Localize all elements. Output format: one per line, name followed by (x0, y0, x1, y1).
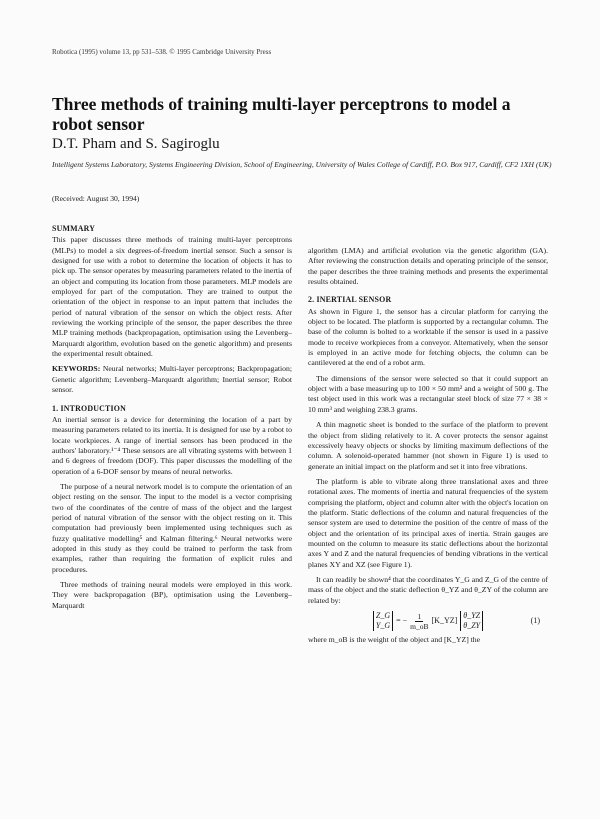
sensor-paragraph: It can readily be shown⁴ that the coordinates Y_G and Z_G of the centre of mass of the object and the static deflection θ_YZ and θ_ZY of the column are related by: (308, 574, 548, 605)
eq-lhs-top: Z_G (375, 611, 391, 620)
paper-authors: D.T. Pham and S. Sagiroglu (52, 136, 220, 152)
eq-rhs-top: θ_YZ (463, 611, 481, 620)
eq-lhs-bottom: Y_G (375, 621, 391, 630)
keywords-label: KEYWORDS: (52, 364, 101, 374)
eq-frac-den: m_oB (410, 621, 429, 631)
inertial-sensor-heading: 2. INERTIAL SENSOR (308, 295, 392, 305)
introduction-heading: 1. INTRODUCTION (52, 403, 127, 413)
equation-number: (1) (530, 615, 540, 625)
eq-equals: = − (396, 615, 408, 625)
eq-stiffness-matrix: [K_YZ] (431, 615, 458, 625)
received-date: (Received: August 30, 1994) (52, 194, 140, 203)
intro-paragraph: The purpose of a neural network model is to compute the orientation of an object resting on the sensor. The input to the model is a vector comprising two of the coordinates of the centre of mass of the object and the largest period of natural vibration of the sensor with the object resting on it. This computation had previously been implemented using techniques such as fuzzy qualitative modelling⁵ and Kalman filtering.⁶ Neural networks were adopted in this study as they could be trained to perform the task from examples, rather than requiring the formation of explicit rules and procedures. (52, 481, 292, 574)
intro-paragraph: Three methods of training neural models were employed in this work. They were backpropagation (BP), optimisation using the Levenberg–Marquardt (52, 580, 292, 610)
sensor-paragraph: The dimensions of the sensor were selected so that it could support an object with a base measuring up to 100 × 50 mm² and a weight of 500 g. The test object used in this work was a rectangular steel block of size 77 × 38 × 10 mm³ and weighing 238.3 grams. (308, 373, 548, 414)
equation-rhs-vector (460, 611, 483, 631)
summary-text: This paper discusses three methods of training multi-layer perceptrons (MLPs) to model a six degrees-of-freedom inertial sensor. Such a sensor is designed for use with a robot to determine the location of objects it has to pick up. The sensor operates by measuring parameters related to the inertia of an object and computing its location from those parameters. MLP models are employed for part of the computation. They are trained to output the orientation of the object in response to an input pattern that includes the period of natural vibration of the sensor on which the object rests. After reviewing the working principle of the sensor, the paper describes the three MLP training methods (backpropagation, optimisation using the Levenberg–Marquardt algorithm, evolution based on the genetic algorithm) and presents the experimental result obtained. (52, 235, 292, 359)
sensor-paragraph: As shown in Figure 1, the sensor has a circular platform for carrying the object to be located. The platform is supported by a rectangular column. The base of the column is bolted to a worktable if the sensor is used in a passive mode to receive workpieces from a conveyor. Alternatively, when the sensor is employed in an active mode for fetching objects, the column can be cantilevered at the end of a robot arm. (308, 306, 548, 368)
intro-paragraph: An inertial sensor is a device for determining the location of a part by measuring parameters related to its inertia. It is designed for use by a robot to locate workpieces. A range of inertial sensors has been produced in the authors' laboratory.¹⁻⁴ These sensors are all vibrating systems with between 1 and 6 degrees of freedom (DOF). This paper discusses the modelling of the operation of a 6-DOF sensor by means of neural networks. (52, 414, 292, 476)
paper-title: Three methods of training multi-layer perceptrons to model a robot sensor (52, 94, 511, 134)
eq-fraction (410, 612, 428, 631)
left-column (52, 224, 292, 616)
equation-lhs-vector (373, 611, 393, 631)
journal-citation: Robotica (1995) volume 13, pp 531–538. © 1995 Cambridge University Press (52, 48, 272, 56)
keywords (52, 364, 292, 395)
sensor-paragraph: A thin magnetic sheet is bonded to the surface of the platform to prevent the object from sliding relatively to it. A cover protects the sensor against excessively heavy objects or shocks by limiting maximum deflections of the column. A solenoid-operated hammer (not shown in Figure 1) is used to generate an initial impact on the platform and set it into free vibrations. (308, 420, 548, 471)
eq-rhs-bottom: θ_ZY (463, 621, 481, 630)
eq-frac-num: 1 (417, 611, 422, 621)
equation-1 (308, 611, 548, 631)
after-equation-text: where m_oB is the weight of the object and [K_YZ] the (308, 635, 481, 644)
right-column (308, 246, 548, 650)
continuation-paragraph: algorithm (LMA) and artificial evolution via the genetic algorithm (GA). After reviewing the construction details and operating principle of the sensor, the paper describes the three training methods and presents the experimental results obtained. (308, 246, 548, 287)
sensor-paragraph: The platform is able to vibrate along three translational axes and three rotational axes. The moments of inertia and natural frequencies of the system comprising the platform, object and column alter with the object's location on the platform. Static deflections of the column and natural frequencies of the sensor system are used to determine the position of the centre of mass of the object and the orientation of its principal axes of inertia. Strain gauges are mounted on the column to measure its static deflections about the horizontal axes Y and Z and the natural frequencies of bending vibrations in the vertical planes XY and XZ (see Figure 1). (308, 476, 548, 569)
summary-heading: SUMMARY (52, 224, 96, 233)
author-affiliation: Intelligent Systems Laboratory, Systems Engineering Division, School of Engineering, University of Wales College of Cardiff, P.O. Box 917, Cardiff, CF2 1XH (UK) (52, 160, 552, 169)
keywords-text: Neural networks; Multi-layer perceptrons; Backpropagation; Genetic algorithm; Levenberg–Marquardt algorithm; Inertial sensor; Robot sensor. (52, 364, 293, 395)
